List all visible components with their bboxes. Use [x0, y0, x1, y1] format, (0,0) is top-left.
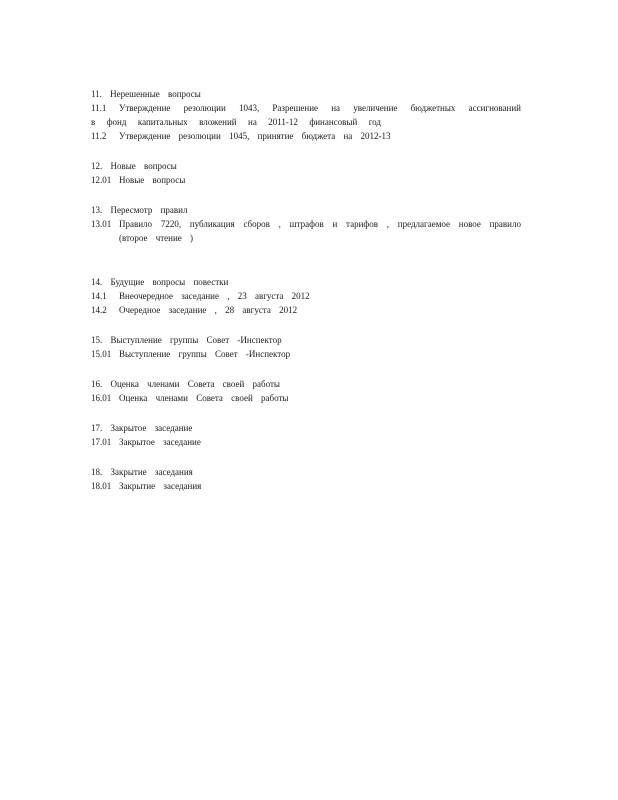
item-number: 17.01: [91, 437, 112, 447]
agenda-section-11: [91, 87, 521, 143]
agenda-section-18: [91, 465, 521, 493]
agenda-section-13: [91, 203, 521, 245]
item-number: 13.01: [91, 219, 112, 229]
item-number: 14.1: [91, 291, 107, 301]
item-text: Правило 7220, публикация сборов , штрафов и тарифов , предлагаемое новое правило: [119, 219, 521, 229]
agenda-section-14: [91, 275, 521, 317]
agenda-section-12: [91, 159, 521, 187]
agenda-item-11-2: [91, 129, 521, 143]
section-heading: 18. Закрытие заседания: [91, 467, 193, 477]
item-text: Закрытие заседания: [119, 481, 202, 491]
agenda-section-17: [91, 421, 521, 449]
section-heading: 11. Нерешенные вопросы: [91, 89, 201, 99]
agenda-section-16: [91, 377, 521, 405]
agenda-item-18-01: [91, 479, 521, 493]
section-heading: 12. Новые вопросы: [91, 161, 177, 171]
item-number: 18.01: [91, 481, 112, 491]
agenda-item-11-1: [91, 101, 521, 115]
item-number: 16.01: [91, 393, 112, 403]
item-text: Закрытое заседание: [119, 437, 201, 447]
item-text: Утверждение резолюции 1045, принятие бюджета на 2012-13: [119, 131, 391, 141]
item-number: 12.01: [91, 175, 112, 185]
agenda-item-16-01: [91, 391, 521, 405]
item-text: Утверждение резолюции 1043, Разрешение на увеличение бюджетных ассигнований: [119, 103, 521, 113]
agenda-item-15-01: [91, 347, 521, 361]
item-text: Внеочередное заседание , 23 августа 2012: [119, 291, 310, 301]
agenda-content: [91, 87, 521, 509]
agenda-item-13-01: [91, 217, 521, 231]
item-number: 11.2: [91, 131, 107, 141]
item-text: Выступление группы Совет -Инспектор: [119, 349, 291, 359]
item-number: 15.01: [91, 349, 112, 359]
item-number: 14.2: [91, 305, 107, 315]
item-text: Очередное заседание , 28 августа 2012: [119, 305, 298, 315]
agenda-item-17-01: [91, 435, 521, 449]
agenda-item-14-1: [91, 289, 521, 303]
agenda-item-12-01: [91, 173, 521, 187]
section-heading: 17. Закрытое заседание: [91, 423, 193, 433]
section-heading: 15. Выступление группы Совет -Инспектор: [91, 335, 282, 345]
item-text: Новые вопросы: [119, 175, 186, 185]
agenda-item-14-2: [91, 303, 521, 317]
item-text: Оценка членами Совета своей работы: [119, 393, 289, 403]
section-heading: 16. Оценка членами Совета своей работы: [91, 379, 280, 389]
section-heading: 14. Будущие вопросы повестки: [91, 277, 229, 287]
item-number: 11.1: [91, 103, 107, 113]
item-text-continuation: (второе чтение ): [119, 233, 194, 243]
item-text-continuation: в фонд капитальных вложений на 2011-12 финансовый год: [91, 117, 381, 127]
agenda-section-15: [91, 333, 521, 361]
section-heading: 13. Пересмотр правил: [91, 205, 188, 215]
